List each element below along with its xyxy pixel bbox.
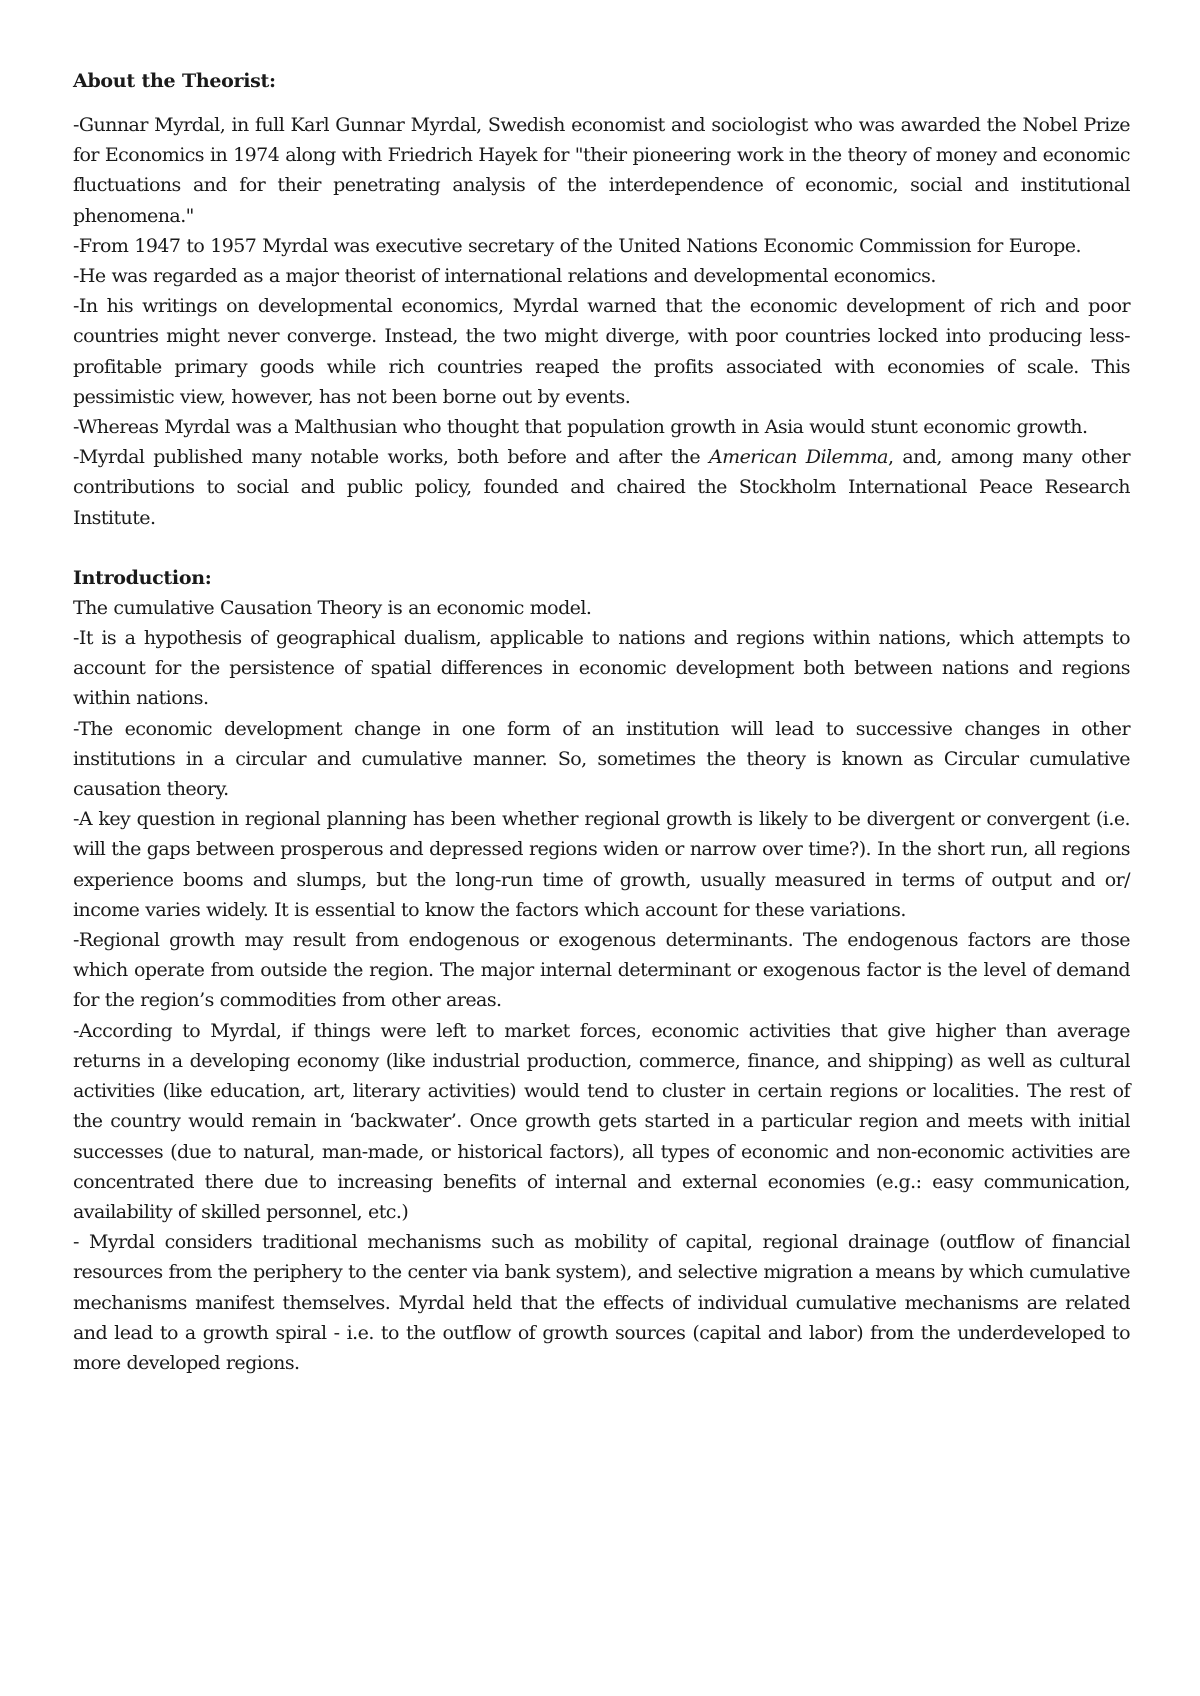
about-theorist-section (73, 66, 1130, 533)
introduction-heading: Introduction: (73, 566, 212, 589)
intro-paragraph-traditional-mechanisms: - Myrdal considers traditional mechanisms such as mobility of capital, regional drainage (outflow of financial resources from the periphery to the center via bank system), and selective migration a means by which cumulative mechanisms manifest themselves. Myrdal held that the effects of individual cumulative mechanisms are related and lead to a growth spiral - i.e. to the outflow of growth sources (capital and labor) from the underdeveloped to more developed regions. (73, 1231, 1130, 1374)
about-paragraph-un-commission: -From 1947 to 1957 Myrdal was executive secretary of the United Nations Economic Commission for Europe. (73, 234, 1081, 257)
intro-paragraph-market-forces: -According to Myrdal, if things were left to market forces, economic activities that give higher than average returns in a developing economy (like industrial production, commerce, finance, and shipping) as well as cultural activities (like education, art, literary activities) would tend to cluster in certain regions or localities. The rest of the country would remain in ‘backwater’. Once growth gets started in a particular region and meets with initial successes (due to natural, man-made, or historical factors), all types of economic and non-economic activities are concentrated there due to increasing benefits of internal and external economies (e.g.: easy communication, availability of skilled personnel, etc.) (73, 1019, 1130, 1223)
intro-paragraph-regional-planning: -A key question in regional planning has been whether regional growth is likely to be divergent or convergent (i.e. will the gaps between prosperous and depressed regions widen or narrow over time?). In the short run, all regions experience booms and slumps, but the long-run time of growth, usually measured in terms of output and or/ income varies widely. It is essential to know the factors which account for these variations. (73, 808, 1130, 921)
intro-paragraph-determinants: -Regional growth may result from endogenous or exogenous determinants. The endogenous factors are those which operate from outside the region. The major internal determinant or exogenous factor is the level of demand for the region’s commodities from other areas. (73, 929, 1130, 1012)
notable-works-text-after: , and, among many other contributions to social and public policy, founded and chaired the Stockholm International Peace Research Institute. (73, 446, 1130, 529)
notable-works-text-before: -Myrdal published many notable works, both before and after the (73, 446, 709, 469)
about-paragraph-major-theorist: -He was regarded as a major theorist of international relations and developmental economics. (73, 265, 936, 288)
about-paragraph-malthusian: -Whereas Myrdal was a Malthusian who thought that population growth in Asia would stunt economic growth. (73, 416, 1088, 439)
about-paragraph-developmental-economics: -In his writings on developmental economics, Myrdal warned that the economic development of rich and poor countries might never converge. Instead, the two might diverge, with poor countries locked into producing less-profitable primary goods while rich countries reaped the profits associated with economies of scale. This pessimistic view, however, has not been borne out by events. (73, 295, 1130, 408)
american-dilemma-title: American Dilemma (708, 446, 888, 469)
introduction-section (73, 563, 1130, 1378)
about-paragraph-nobel: -Gunnar Myrdal, in full Karl Gunnar Myrdal, Swedish economist and sociologist who was awarded the Nobel Prize for Economics in 1974 along with Friedrich Hayek for "their pioneering work in the theory of money and economic fluctuations and for their penetrating analysis of the interdependence of economic, social and institutional phenomena." (73, 114, 1130, 227)
about-theorist-heading: About the Theorist: (73, 70, 276, 92)
about-paragraph-notable-works (73, 442, 1130, 533)
intro-paragraph-geographical-dualism: -It is a hypothesis of geographical dualism, applicable to nations and regions within nations, which attempts to account for the persistence of spatial differences in economic development both between nations and regions within nations. (73, 627, 1130, 710)
intro-paragraph-circular-causation: -The economic development change in one form of an institution will lead to successive changes in other institutions in a circular and cumulative manner. So, sometimes the theory is known as Circular cumulative causation theory. (73, 717, 1130, 801)
introduction-lead: The cumulative Causation Theory is an economic model. (73, 596, 592, 619)
